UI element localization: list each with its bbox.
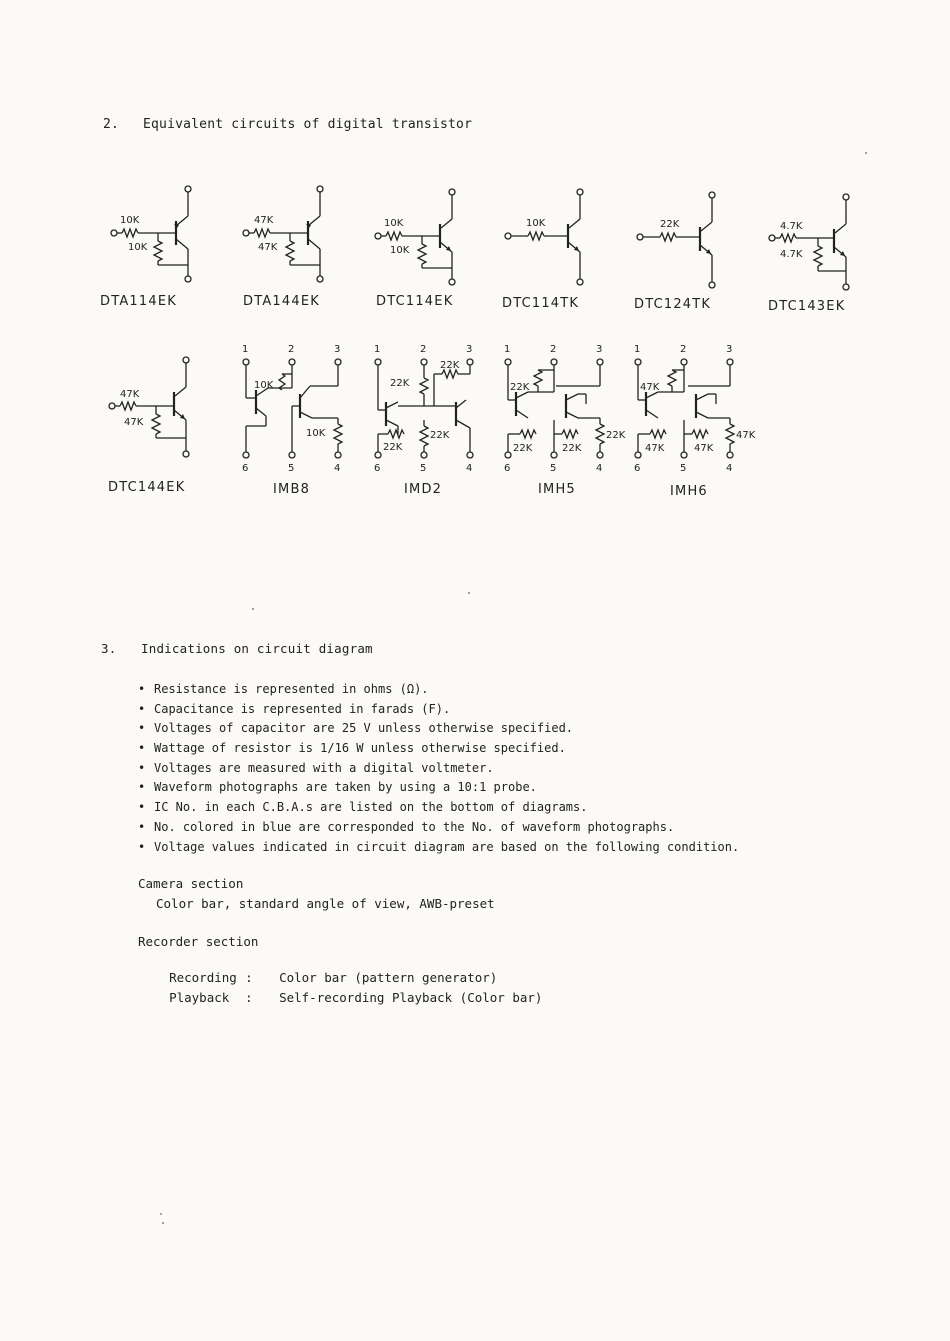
- dtc144ek-r2-label: 47K: [124, 417, 144, 428]
- section-2-title: Equivalent circuits of digital transistor: [143, 117, 473, 132]
- imb8-pin-5: 5: [288, 463, 295, 474]
- circuit-label-imh6: IMH6: [670, 484, 708, 499]
- dtc114ek-r2-label: 10K: [390, 245, 410, 256]
- dtc144ek-r1-label: 47K: [120, 389, 140, 400]
- dtc124tk-r1-label: 22K: [660, 219, 680, 230]
- imd2-pin-1: 1: [374, 344, 381, 355]
- dtc143ek-r1-label: 4.7K: [780, 221, 803, 232]
- circuit-label-imb8: IMB8: [273, 482, 311, 497]
- imh5-r2-label: 22K: [513, 443, 533, 454]
- imh5-pin-4: 4: [596, 463, 603, 474]
- imd2-pin-2: 2: [420, 344, 427, 355]
- dtc143ek-r2-label: 4.7K: [780, 249, 803, 260]
- dtc114ek-r1-label: 10K: [384, 218, 404, 229]
- circuit-imd2: [368, 340, 484, 476]
- circuit-label-dta114ek: DTA114EK: [100, 294, 177, 309]
- recorder-row-sep: :: [245, 990, 253, 1005]
- circuit-label-dta144ek: DTA144EK: [243, 294, 320, 309]
- imd2-r2-label: 22K: [440, 360, 460, 371]
- imh5-pin-6: 6: [504, 463, 511, 474]
- recorder-row-playback: [154, 975, 542, 1005]
- imd2-pin-3: 3: [466, 344, 473, 355]
- imb8-pin-6: 6: [242, 463, 249, 474]
- scan-speck: [865, 152, 867, 154]
- circuit-imb8: [236, 340, 352, 476]
- dta114ek-r2-label: 10K: [128, 242, 148, 253]
- imb8-pin-3: 3: [334, 344, 341, 355]
- imb8-pin-2: 2: [288, 344, 295, 355]
- scan-speck: [252, 608, 254, 610]
- scan-speck: [468, 592, 470, 594]
- imh5-r3-label: 22K: [562, 443, 582, 454]
- imh5-pin-1: 1: [504, 344, 511, 355]
- circuit-label-dtc143ek: DTC143EK: [768, 299, 846, 314]
- recorder-row-value: Color bar (pattern generator): [279, 970, 498, 985]
- imd2-pin-6: 6: [374, 463, 381, 474]
- imd2-r3-label: 22K: [383, 442, 403, 453]
- imh5-pin-2: 2: [550, 344, 557, 355]
- section-2-number: 2.: [103, 117, 120, 132]
- imh6-pin-6: 6: [634, 463, 641, 474]
- circuit-imh6: [628, 340, 768, 476]
- imd2-r4-label: 22K: [430, 430, 450, 441]
- indications-list: [138, 680, 739, 857]
- list-item: • Voltages of capacitor are 25 V unless otherwise specified.: [138, 719, 739, 739]
- list-item: • Capacitance is represented in farads (F).: [138, 700, 739, 720]
- imh6-pin-1: 1: [634, 344, 641, 355]
- imh6-pin-5: 5: [680, 463, 687, 474]
- circuit-label-dtc124tk: DTC124TK: [634, 297, 712, 312]
- imb8-pin-4: 4: [334, 463, 341, 474]
- dta114ek-r1-label: 10K: [120, 215, 140, 226]
- list-item: • Voltages are measured with a digital voltmeter.: [138, 759, 739, 779]
- recorder-row-value: Self-recording Playback (Color bar): [279, 990, 543, 1005]
- imh6-pin-3: 3: [726, 344, 733, 355]
- section-2-heading: [103, 117, 472, 132]
- circuit-dtc114ek: [372, 186, 472, 296]
- circuit-label-dtc114ek: DTC114EK: [376, 294, 454, 309]
- imh6-r2-label: 47K: [645, 443, 665, 454]
- camera-section-title: Camera section: [138, 876, 244, 891]
- dta144ek-r1-label: 47K: [254, 215, 274, 226]
- list-item: • Wattage of resistor is 1/16 W unless otherwise specified.: [138, 739, 739, 759]
- imb8-r2-label: 10K: [306, 428, 326, 439]
- scan-speck: [162, 1222, 164, 1224]
- imh6-r4-label: 47K: [736, 430, 756, 441]
- imh5-pin-3: 3: [596, 344, 603, 355]
- imh6-pin-4: 4: [726, 463, 733, 474]
- circuit-dtc143ek: [766, 191, 866, 301]
- list-item: • IC No. in each C.B.A.s are listed on the bottom of diagrams.: [138, 798, 739, 818]
- list-item: • No. colored in blue are corresponded to the No. of waveform photographs.: [138, 818, 739, 838]
- imh6-pin-2: 2: [680, 344, 687, 355]
- dtc114tk-r1-label: 10K: [526, 218, 546, 229]
- circuit-dta114ek: [108, 183, 208, 293]
- recorder-row-label: Recording: [169, 970, 237, 985]
- list-item: • Waveform photographs are taken by using a 10:1 probe.: [138, 778, 739, 798]
- circuit-dtc124tk: [632, 189, 732, 299]
- circuit-dtc114tk: [500, 186, 600, 296]
- section-3-heading: [101, 641, 373, 656]
- camera-section-text: Color bar, standard angle of view, AWB-preset: [156, 896, 495, 911]
- imh5-pin-5: 5: [550, 463, 557, 474]
- circuit-label-imh5: IMH5: [538, 482, 576, 497]
- recorder-row-sep: :: [245, 970, 253, 985]
- imd2-pin-4: 4: [466, 463, 473, 474]
- imh5-r4-label: 22K: [606, 430, 626, 441]
- imh6-r3-label: 47K: [694, 443, 714, 454]
- recorder-row-label: Playback: [169, 990, 230, 1005]
- imh6-r1-label: 47K: [640, 382, 660, 393]
- imb8-pin-1: 1: [242, 344, 249, 355]
- scan-speck: [160, 1213, 162, 1215]
- imd2-r1-label: 22K: [390, 378, 410, 389]
- circuit-imh5: [498, 340, 641, 476]
- dta144ek-r2-label: 47K: [258, 242, 278, 253]
- section-3-title: Indications on circuit diagram: [141, 641, 373, 656]
- list-item: • Resistance is represented in ohms (Ω).: [138, 680, 739, 700]
- imd2-pin-5: 5: [420, 463, 427, 474]
- circuit-dtc144ek: [106, 354, 206, 464]
- circuit-label-imd2: IMD2: [404, 482, 443, 497]
- circuit-label-dtc114tk: DTC114TK: [502, 296, 580, 311]
- recorder-section-title: Recorder section: [138, 934, 259, 949]
- list-item: • Voltage values indicated in circuit diagram are based on the following condition.: [138, 838, 739, 858]
- section-3-number: 3.: [101, 641, 117, 656]
- circuit-label-dtc144ek: DTC144EK: [108, 480, 186, 495]
- circuit-dta144ek: [240, 183, 340, 293]
- imb8-r1-label: 10K: [254, 380, 274, 391]
- imh5-r1-label: 22K: [510, 382, 530, 393]
